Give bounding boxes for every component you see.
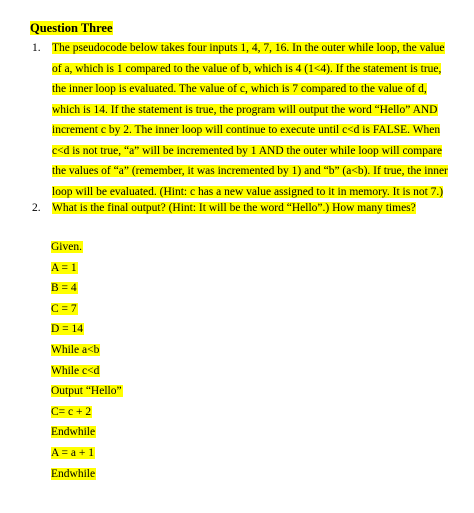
item1-line: the inner loop is evaluated. The value of c, which is 7 compared to the value of d,	[52, 83, 427, 95]
code-line: Endwhile	[51, 467, 96, 480]
item1-line: increment c by 2. The inner loop will continue to execute until c<d is FALSE. When	[52, 124, 441, 136]
list-item-2-number: 2.	[32, 202, 41, 214]
question-heading-text: Question Three	[30, 21, 113, 35]
item1-line: c<d is not true, “a” will be incremented by 1 AND the outer while loop will compare	[52, 144, 443, 157]
code-line: While a<b	[51, 343, 100, 356]
code-line: D = 14	[51, 323, 84, 336]
item2-text: What is the final output? (Hint: It will be the word “Hello”.) How many times?	[52, 202, 416, 214]
code-line: Endwhile	[51, 426, 96, 439]
code-line: C = 7	[51, 302, 77, 315]
code-line: While c<d	[51, 364, 100, 377]
code-line: B = 4	[51, 282, 77, 295]
list-item-2-body	[52, 198, 455, 219]
code-line: A = 1	[51, 261, 77, 274]
item1-line: of a, which is 1 compared to the value of b, which is 4 (1<4). If the statement is true,	[52, 62, 442, 75]
item1-line: loop will be evaluated. (Hint: c has a new value assigned to it in memory. It is not 7.)	[52, 185, 444, 198]
code-line: Output “Hello”	[51, 385, 122, 398]
item1-line: which is 14. If the statement is true, the program will output the word “Hello” AND	[52, 103, 438, 116]
code-line: A = a + 1	[51, 446, 94, 459]
list-item-1-body	[52, 38, 455, 202]
list-item-2	[30, 198, 455, 219]
pseudocode-block	[51, 237, 123, 484]
code-line: Given.	[51, 241, 82, 253]
item1-line: The pseudocode below takes four inputs 1, 4, 7, 16. In the outer while loop, the value	[52, 42, 445, 54]
list-item-1	[30, 38, 455, 202]
code-line: C= c + 2	[51, 405, 92, 418]
question-heading	[30, 20, 113, 36]
list-item-1-number: 1.	[32, 42, 41, 54]
item1-line: the values of “a” (remember, it was incremented by 1) and “b” (a<b). If true, the inner	[52, 165, 448, 177]
